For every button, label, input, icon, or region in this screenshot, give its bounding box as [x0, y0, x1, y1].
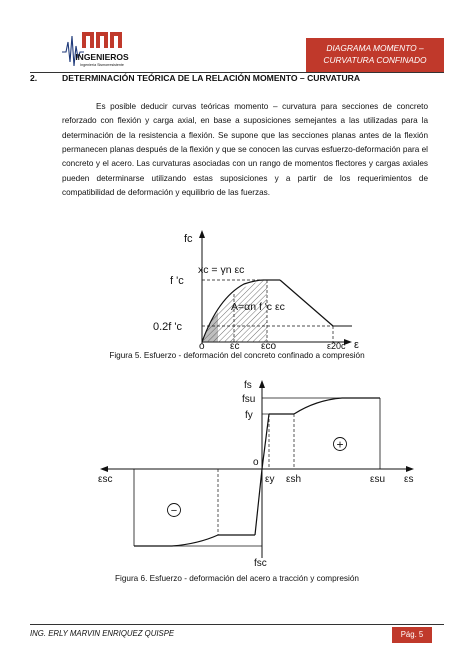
- fig5-area-label: A=αn f 'c εc: [231, 301, 285, 313]
- logo-text: INGENIEROS: [75, 52, 129, 62]
- body-paragraph: Es posible deducir curvas teóricas momento – curvatura para secciones de concreto reforzado con flexión y carga axial, en base a suposiciones semejantes a las utilizadas para la determinación de la resistencia a flexión. Se supone que las secciones planas antes de la flexión permanecen planas después de la flexión y que se conocen las curvas esfuerzo-deformación para el concreto y el acero. Las curvaturas asociadas con un rango de momentos flectores y cargas axiales pueden determinarse utilizando estas suposiciones y a partir de los requerimientos de compatibilidad de deformación y equilibrio de las fuerzas.: [62, 102, 428, 198]
- fig5-xc-label: xc = γn εc: [198, 264, 245, 276]
- fig5-eps-20c-label: ε20c: [327, 341, 346, 350]
- fig5-y-axis-label: fc: [184, 233, 193, 245]
- footer-author: ING. ERLY MARVIN ENRIQUEZ QUISPE: [30, 629, 175, 638]
- fig5-hatched-area-dark: [202, 312, 218, 342]
- fig6-y-arrow: [259, 380, 265, 388]
- figure-5-caption: Figura 5. Esfuerzo - deformación del concreto confinado a compresión: [109, 351, 365, 360]
- fig6-x-arrow-right: [406, 466, 414, 472]
- fig6-origin-label: o: [253, 457, 259, 468]
- document-tag-line2: CURVATURA CONFINADO: [323, 54, 427, 65]
- fig6-fsu-label: fsu: [242, 394, 256, 405]
- figure-6-steel-stress-strain: [94, 378, 420, 570]
- fig6-minus-symbol: −: [170, 505, 178, 517]
- figure-6-caption: Figura 6. Esfuerzo - deformación del acero a tracción y compresión: [115, 574, 359, 583]
- fig6-x-arrow-left: [100, 466, 108, 472]
- fig5-low-label: 0.2f 'c: [153, 321, 183, 333]
- fig5-y-arrow: [199, 230, 205, 238]
- fig6-eps-s-label: εs: [404, 474, 414, 485]
- page-number: Pág. 5: [392, 627, 432, 643]
- fig6-eps-sh-label: εsh: [286, 474, 302, 485]
- fig6-eps-y-label: εy: [265, 474, 275, 485]
- section-number: 2.: [30, 73, 38, 83]
- ingenieros-logo: [58, 22, 130, 78]
- fig6-eps-su-label: εsu: [370, 474, 386, 485]
- footer-divider: [30, 624, 444, 625]
- fig6-comp-hardening: [134, 535, 218, 546]
- figure-5-concrete-stress-strain: [140, 228, 370, 350]
- fig6-hardening-curve: [294, 398, 380, 414]
- fig5-eps-c-label: εc: [230, 341, 240, 350]
- section-title: DETERMINACIÓN TEÓRICA DE LA RELACIÓN MOMENTO – CURVATURA: [62, 73, 361, 83]
- document-tag: [306, 38, 444, 72]
- fig6-elastic-line: [262, 414, 269, 469]
- fig5-origin-label: o: [199, 341, 205, 350]
- fig6-eps-sc-label: εsc: [98, 474, 113, 485]
- fig6-fsc-label: fsc: [254, 558, 267, 569]
- fig6-plus-symbol: +: [336, 437, 344, 452]
- fig6-comp-elastic: [255, 469, 262, 535]
- fig5-curve-descending: [280, 280, 333, 326]
- fig5-x-axis-label: ε: [354, 339, 359, 350]
- fig5-fc-label: f 'c: [170, 275, 184, 287]
- fig6-fy-label: fy: [245, 410, 253, 421]
- fig5-eps-co-label: εco: [261, 341, 277, 350]
- document-tag-line1: DIAGRAMA MOMENTO –: [326, 43, 424, 53]
- logo-subtext: Ingeniería Sismorresistente: [80, 63, 124, 67]
- fig6-y-axis-label: fs: [244, 380, 252, 391]
